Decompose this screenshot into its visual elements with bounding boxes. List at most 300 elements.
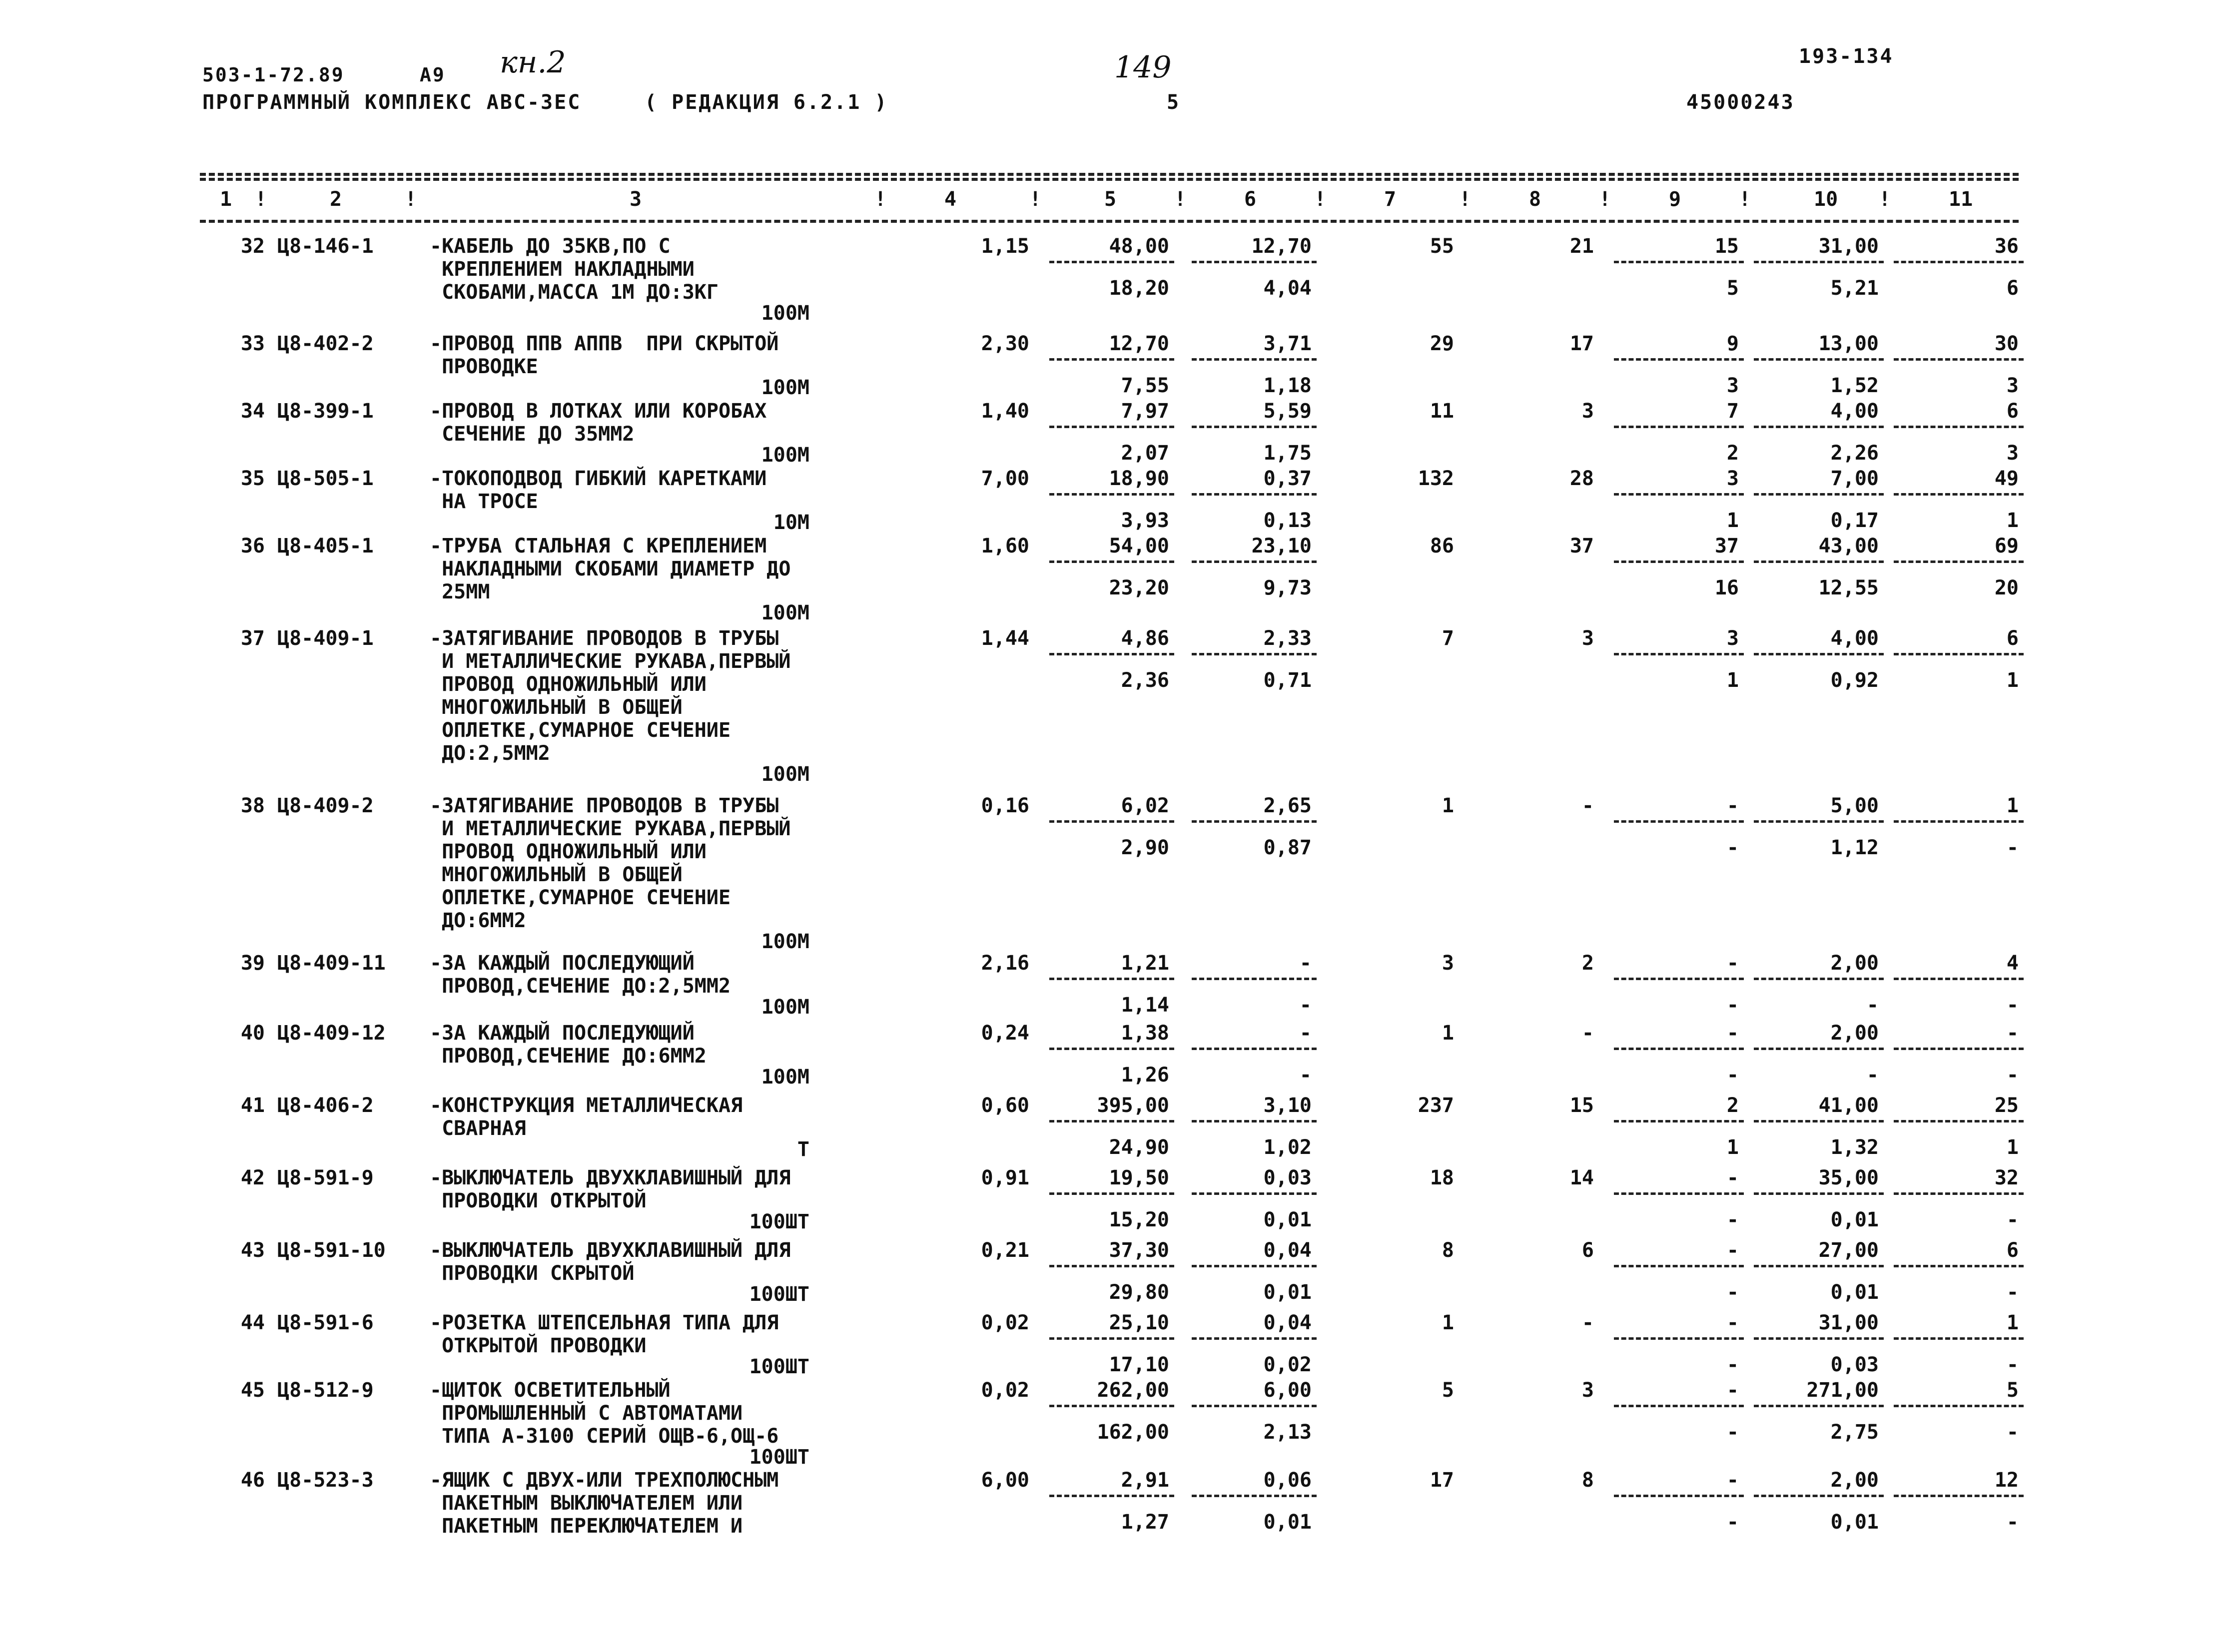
cell-col7: 1 bbox=[1442, 794, 1454, 817]
cell-col8: 3 bbox=[1581, 400, 1594, 423]
row-unit: 100М bbox=[761, 930, 809, 953]
cell-col5-bottom: 24,90 bbox=[1109, 1136, 1169, 1159]
cell-divider bbox=[1754, 1048, 1884, 1050]
cell-col10-bottom: 5,21 bbox=[1830, 277, 1879, 300]
row-number: 40 bbox=[240, 1022, 265, 1045]
cell-divider bbox=[1754, 978, 1884, 980]
column-header-11: 11 bbox=[1949, 188, 1973, 211]
row-number: 38 bbox=[240, 794, 265, 817]
cell-divider bbox=[1754, 493, 1884, 496]
cell-col6-bottom: 0,01 bbox=[1263, 1281, 1312, 1304]
row-unit: 100М bbox=[761, 376, 809, 399]
cell-col6-top: 2,33 bbox=[1263, 627, 1312, 650]
cell-divider bbox=[1894, 820, 2024, 823]
cell-divider bbox=[1192, 1337, 1317, 1340]
cell-divider bbox=[1894, 1337, 2024, 1340]
cell-col11-bottom: 6 bbox=[2006, 277, 2019, 300]
row-code: Ц8-409-2 bbox=[277, 794, 374, 817]
cell-col8: 3 bbox=[1581, 627, 1594, 650]
cell-col7: 1 bbox=[1442, 1311, 1454, 1334]
cell-col10-bottom: 1,52 bbox=[1830, 374, 1879, 397]
cell-col10-top: 41,00 bbox=[1818, 1094, 1879, 1117]
cell-divider bbox=[1192, 653, 1317, 655]
cell-divider bbox=[1894, 1120, 2024, 1122]
cell-col6-top: 0,03 bbox=[1263, 1166, 1312, 1189]
cell-col11-bottom: - bbox=[2006, 1511, 2019, 1534]
cell-col10-top: 43,00 bbox=[1818, 535, 1879, 557]
cell-divider bbox=[1754, 1265, 1884, 1267]
cell-col6-bottom: 1,02 bbox=[1263, 1136, 1312, 1159]
cell-col11-top: 1 bbox=[2006, 794, 2019, 817]
row-number: 33 bbox=[240, 332, 265, 355]
cell-col6-top: 5,59 bbox=[1263, 400, 1312, 423]
cell-col7: 29 bbox=[1430, 332, 1454, 355]
cell-col6-bottom: 1,18 bbox=[1263, 374, 1312, 397]
row-description: -ЗАТЯГИВАНИЕ ПРОВОДОВ В ТРУБЫ И МЕТАЛЛИЧЕСКИЕ РУКАВА,ПЕРВЫЙ ПРОВОД ОДНОЖИЛЬНЫЙ ИЛИ МНОГОЖИЛЬНЫЙ В ОБЩЕЙ ОПЛЕТКЕ,СУМАРНОЕ СЕЧЕНИЕ ДО:2,5ММ2 bbox=[430, 627, 791, 765]
cell-col5-bottom: 162,00 bbox=[1097, 1421, 1169, 1444]
cell-col6-top: 0,06 bbox=[1263, 1469, 1312, 1492]
cell-col6-bottom: 1,75 bbox=[1263, 442, 1312, 465]
cell-col8: 6 bbox=[1581, 1239, 1594, 1262]
row-description: -ПРОВОД В ЛОТКАХ ИЛИ КОРОБАХ СЕЧЕНИЕ ДО 35ММ2 bbox=[430, 400, 767, 446]
row-code: Ц8-409-12 bbox=[277, 1022, 386, 1045]
column-header-8: 8 bbox=[1529, 188, 1541, 211]
cell-col6-bottom: 9,73 bbox=[1263, 576, 1312, 599]
cell-divider bbox=[1754, 1337, 1884, 1340]
cell-divider bbox=[1614, 820, 1744, 823]
column-separator: ! bbox=[1029, 188, 1042, 211]
cell-col8: 8 bbox=[1581, 1469, 1594, 1492]
cell-col10-bottom: 2,75 bbox=[1830, 1421, 1879, 1444]
column-header-1: 1 bbox=[220, 188, 232, 211]
cell-col4: 0,60 bbox=[981, 1094, 1029, 1117]
cell-col6-bottom: 4,04 bbox=[1263, 277, 1312, 300]
cell-col6-bottom: - bbox=[1299, 994, 1312, 1017]
cell-col9-bottom: 1 bbox=[1726, 509, 1739, 532]
cell-divider bbox=[1894, 1495, 2024, 1497]
column-separator: ! bbox=[874, 188, 887, 211]
cell-divider bbox=[1614, 261, 1744, 263]
cell-divider bbox=[1049, 560, 1174, 563]
cell-col9-top: - bbox=[1726, 1311, 1739, 1334]
cell-divider bbox=[1614, 1405, 1744, 1407]
cell-divider bbox=[1754, 261, 1884, 263]
cell-col5-top: 12,70 bbox=[1109, 332, 1169, 355]
cell-col9-top: - bbox=[1726, 1022, 1739, 1045]
cell-col11-bottom: - bbox=[2006, 1421, 2019, 1444]
cell-col9-top: 2 bbox=[1726, 1094, 1739, 1117]
cell-col5-bottom: 2,07 bbox=[1121, 442, 1169, 465]
cell-col10-bottom: 0,92 bbox=[1830, 669, 1879, 692]
cell-col7: 3 bbox=[1442, 952, 1454, 975]
cell-col4: 0,02 bbox=[981, 1311, 1029, 1334]
cell-divider bbox=[1049, 653, 1174, 655]
column-header-3: 3 bbox=[630, 188, 642, 211]
cell-col5-top: 19,50 bbox=[1109, 1166, 1169, 1189]
cell-col11-bottom: - bbox=[2006, 836, 2019, 859]
cell-col6-top: 23,10 bbox=[1251, 535, 1312, 557]
cell-col4: 7,00 bbox=[981, 467, 1029, 490]
cell-col7: 17 bbox=[1430, 1469, 1454, 1492]
row-code: Ц8-146-1 bbox=[277, 235, 374, 258]
cell-col6-bottom: 0,01 bbox=[1263, 1208, 1312, 1231]
row-description: -ЩИТОК ОСВЕТИТЕЛЬНЫЙ ПРОМЫШЛЕННЫЙ С АВТОМАТАМИ ТИПА А-3100 СЕРИЙ ОЩВ-6,ОЩ-6 bbox=[430, 1379, 779, 1448]
row-description: -ЗА КАЖДЫЙ ПОСЛЕДУЮЩИЙ ПРОВОД,СЕЧЕНИЕ ДО:6ММ2 bbox=[430, 1022, 707, 1068]
cell-col4: 0,02 bbox=[981, 1379, 1029, 1402]
row-unit: 10М bbox=[773, 511, 809, 534]
cell-col6-top: 6,00 bbox=[1263, 1379, 1312, 1402]
cell-col6-bottom: 0,01 bbox=[1263, 1511, 1312, 1534]
row-code: Ц8-399-1 bbox=[277, 400, 374, 423]
cell-col7: 18 bbox=[1430, 1166, 1454, 1189]
cell-col4: 2,16 bbox=[981, 952, 1029, 975]
cell-col10-top: 27,00 bbox=[1818, 1239, 1879, 1262]
row-number: 37 bbox=[240, 627, 265, 650]
cell-col8: 14 bbox=[1569, 1166, 1594, 1189]
cell-col11-top: 12 bbox=[1994, 1469, 2019, 1492]
cell-col8: - bbox=[1581, 1022, 1594, 1045]
cell-col4: 0,21 bbox=[981, 1239, 1029, 1262]
cell-divider bbox=[1192, 261, 1317, 263]
row-description: -РОЗЕТКА ШТЕПСЕЛЬНАЯ ТИПА ДЛЯ ОТКРЫТОЙ ПРОВОДКИ bbox=[430, 1311, 779, 1357]
cell-divider bbox=[1614, 1192, 1744, 1195]
cell-divider bbox=[1192, 1495, 1317, 1497]
cell-col8: - bbox=[1581, 794, 1594, 817]
cell-col4: 0,16 bbox=[981, 794, 1029, 817]
cell-col4: 1,40 bbox=[981, 400, 1029, 423]
cell-col10-bottom: 0,01 bbox=[1830, 1208, 1879, 1231]
cell-col10-top: 31,00 bbox=[1818, 1311, 1879, 1334]
cell-divider bbox=[1192, 358, 1317, 361]
row-unit: 100ШТ bbox=[749, 1355, 809, 1378]
cell-col9-top: - bbox=[1726, 1379, 1739, 1402]
cell-divider bbox=[1614, 1120, 1744, 1122]
column-header-5: 5 bbox=[1104, 188, 1117, 211]
cell-divider bbox=[1754, 1120, 1884, 1122]
edition-label: ( РЕДАКЦИЯ 6.2.1 ) bbox=[645, 91, 888, 114]
cell-col8: 28 bbox=[1569, 467, 1594, 490]
cell-col5-bottom: 7,55 bbox=[1121, 374, 1169, 397]
cell-col5-top: 1,21 bbox=[1121, 952, 1169, 975]
row-unit: 100М bbox=[761, 996, 809, 1019]
row-description: -ВЫКЛЮЧАТЕЛЬ ДВУХКЛАВИШНЫЙ ДЛЯ ПРОВОДКИ ОТКРЫТОЙ bbox=[430, 1166, 791, 1212]
row-description: -ЗА КАЖДЫЙ ПОСЛЕДУЮЩИЙ ПРОВОД,СЕЧЕНИЕ ДО:2,5ММ2 bbox=[430, 952, 731, 998]
cell-col5-top: 54,00 bbox=[1109, 535, 1169, 557]
cell-col11-top: 69 bbox=[1994, 535, 2019, 557]
cell-divider bbox=[1754, 1495, 1884, 1497]
cell-divider bbox=[1894, 1265, 2024, 1267]
column-header-7: 7 bbox=[1384, 188, 1397, 211]
column-separator: ! bbox=[1599, 188, 1611, 211]
column-header-4: 4 bbox=[944, 188, 957, 211]
cell-divider bbox=[1192, 1120, 1317, 1122]
cell-divider bbox=[1049, 426, 1174, 428]
cell-col9-bottom: 3 bbox=[1726, 374, 1739, 397]
cell-divider bbox=[1049, 358, 1174, 361]
cell-col9-top: - bbox=[1726, 1469, 1739, 1492]
row-description: -ЗАТЯГИВАНИЕ ПРОВОДОВ В ТРУБЫ И МЕТАЛЛИЧЕСКИЕ РУКАВА,ПЕРВЫЙ ПРОВОД ОДНОЖИЛЬНЫЙ ИЛИ МНОГОЖИЛЬНЫЙ В ОБЩЕЙ ОПЛЕТКЕ,СУМАРНОЕ СЕЧЕНИЕ ДО:6ММ2 bbox=[430, 794, 791, 932]
cell-col6-top: 3,10 bbox=[1263, 1094, 1312, 1117]
cell-col5-top: 262,00 bbox=[1097, 1379, 1169, 1402]
cell-divider bbox=[1614, 653, 1744, 655]
handwritten-book: кн.2 bbox=[500, 45, 566, 80]
cell-col5-top: 6,02 bbox=[1121, 794, 1169, 817]
cell-col11-top: 4 bbox=[2006, 952, 2019, 975]
row-number: 36 bbox=[240, 535, 265, 557]
cell-col9-top: - bbox=[1726, 1166, 1739, 1189]
cell-col5-top: 2,91 bbox=[1121, 1469, 1169, 1492]
cell-divider bbox=[1754, 1192, 1884, 1195]
cell-divider bbox=[1894, 493, 2024, 496]
row-unit: 100М bbox=[761, 763, 809, 786]
cell-col10-bottom: 2,26 bbox=[1830, 442, 1879, 465]
cell-col6-bottom: 0,87 bbox=[1263, 836, 1312, 859]
cell-col11-bottom: - bbox=[2006, 1064, 2019, 1087]
cell-col6-bottom: - bbox=[1299, 1064, 1312, 1087]
cell-col5-bottom: 1,26 bbox=[1121, 1064, 1169, 1087]
row-unit: 100М bbox=[761, 1066, 809, 1089]
cell-col10-bottom: - bbox=[1866, 994, 1879, 1017]
cell-col11-bottom: - bbox=[2006, 1353, 2019, 1376]
cell-col10-top: 13,00 bbox=[1818, 332, 1879, 355]
cell-col5-bottom: 15,20 bbox=[1109, 1208, 1169, 1231]
cell-col6-top: 0,04 bbox=[1263, 1311, 1312, 1334]
row-number: 34 bbox=[240, 400, 265, 423]
cell-divider bbox=[1754, 358, 1884, 361]
cell-col5-bottom: 2,90 bbox=[1121, 836, 1169, 859]
cell-col10-bottom: 0,01 bbox=[1830, 1281, 1879, 1304]
row-description: -ВЫКЛЮЧАТЕЛЬ ДВУХКЛАВИШНЫЙ ДЛЯ ПРОВОДКИ СКРЫТОЙ bbox=[430, 1239, 791, 1285]
cell-col9-top: 15 bbox=[1714, 235, 1739, 258]
cell-divider bbox=[1614, 1265, 1744, 1267]
cell-col5-top: 37,30 bbox=[1109, 1239, 1169, 1262]
cell-divider bbox=[1754, 1405, 1884, 1407]
cell-col10-top: 5,00 bbox=[1830, 794, 1879, 817]
cell-col5-bottom: 2,36 bbox=[1121, 669, 1169, 692]
cell-col8: 17 bbox=[1569, 332, 1594, 355]
cell-col7: 11 bbox=[1430, 400, 1454, 423]
cell-col8: 15 bbox=[1569, 1094, 1594, 1117]
cell-col11-bottom: - bbox=[2006, 1281, 2019, 1304]
cell-col11-top: 32 bbox=[1994, 1166, 2019, 1189]
cell-col4: 1,60 bbox=[981, 535, 1029, 557]
cell-divider bbox=[1049, 1337, 1174, 1340]
cell-col6-bottom: 0,71 bbox=[1263, 669, 1312, 692]
cell-col9-bottom: - bbox=[1726, 1064, 1739, 1087]
cell-divider bbox=[1894, 978, 2024, 980]
cell-col11-top: 6 bbox=[2006, 1239, 2019, 1262]
row-description: -ЯЩИК С ДВУХ-ИЛИ ТРЕХПОЛЮСНЫМ ПАКЕТНЫМ ВЫКЛЮЧАТЕЛЕМ ИЛИ ПАКЕТНЫМ ПЕРЕКЛЮЧАТЕЛЕМ И bbox=[430, 1469, 779, 1538]
cell-col11-bottom: 1 bbox=[2006, 1136, 2019, 1159]
cell-col5-bottom: 23,20 bbox=[1109, 576, 1169, 599]
cell-col6-top: 0,04 bbox=[1263, 1239, 1312, 1262]
cell-col9-bottom: 16 bbox=[1714, 576, 1739, 599]
cell-col5-bottom: 1,27 bbox=[1121, 1511, 1169, 1534]
cell-col9-bottom: 5 bbox=[1726, 277, 1739, 300]
cell-col5-bottom: 17,10 bbox=[1109, 1353, 1169, 1376]
cell-col6-top: - bbox=[1299, 1022, 1312, 1045]
cell-col10-top: 2,00 bbox=[1830, 952, 1879, 975]
cell-divider bbox=[1192, 820, 1317, 823]
cell-col8: 21 bbox=[1569, 235, 1594, 258]
cell-col6-top: 0,37 bbox=[1263, 467, 1312, 490]
cell-col11-bottom: 20 bbox=[1994, 576, 2019, 599]
cell-col5-bottom: 1,14 bbox=[1121, 994, 1169, 1017]
cell-col10-bottom: 12,55 bbox=[1818, 576, 1879, 599]
column-separator: ! bbox=[1459, 188, 1472, 211]
cell-divider bbox=[1894, 653, 2024, 655]
cell-col11-top: 1 bbox=[2006, 1311, 2019, 1334]
row-number: 35 bbox=[240, 467, 265, 490]
cell-col9-top: 3 bbox=[1726, 467, 1739, 490]
cell-col11-top: 30 bbox=[1994, 332, 2019, 355]
cell-col5-bottom: 3,93 bbox=[1121, 509, 1169, 532]
cell-col9-bottom: - bbox=[1726, 1281, 1739, 1304]
row-unit: 100ШТ bbox=[749, 1210, 809, 1233]
cell-col10-bottom: 1,12 bbox=[1830, 836, 1879, 859]
row-number: 45 bbox=[240, 1379, 265, 1402]
column-header-9: 9 bbox=[1669, 188, 1681, 211]
row-number: 42 bbox=[240, 1166, 265, 1189]
cell-divider bbox=[1192, 493, 1317, 496]
cell-divider bbox=[1894, 261, 2024, 263]
cell-col7: 55 bbox=[1430, 235, 1454, 258]
cell-divider bbox=[1614, 426, 1744, 428]
cell-col5-top: 7,97 bbox=[1121, 400, 1169, 423]
handwritten-page: 149 bbox=[1114, 50, 1172, 85]
row-code: Ц8-409-1 bbox=[277, 627, 374, 650]
cell-col6-bottom: 0,02 bbox=[1263, 1353, 1312, 1376]
cell-col4: 6,00 bbox=[981, 1469, 1029, 1492]
cell-divider bbox=[1754, 426, 1884, 428]
cell-col5-top: 48,00 bbox=[1109, 235, 1169, 258]
cell-col8: 2 bbox=[1581, 952, 1594, 975]
column-separator: ! bbox=[1314, 188, 1327, 211]
cell-col10-bottom: - bbox=[1866, 1064, 1879, 1087]
row-unit: 100ШТ bbox=[749, 1446, 809, 1469]
column-separator: ! bbox=[405, 188, 417, 211]
album-code: А9 bbox=[420, 64, 446, 86]
cell-col11-bottom: 3 bbox=[2006, 442, 2019, 465]
cell-col7: 1 bbox=[1442, 1022, 1454, 1045]
cell-col5-bottom: 18,20 bbox=[1109, 277, 1169, 300]
column-separator: ! bbox=[1739, 188, 1751, 211]
cell-col11-bottom: - bbox=[2006, 994, 2019, 1017]
cell-col9-bottom: - bbox=[1726, 1511, 1739, 1534]
cell-col5-top: 4,86 bbox=[1121, 627, 1169, 650]
cell-divider bbox=[1614, 358, 1744, 361]
cell-divider bbox=[1049, 1265, 1174, 1267]
column-header-2: 2 bbox=[330, 188, 342, 211]
cell-col8: 3 bbox=[1581, 1379, 1594, 1402]
cell-col9-top: - bbox=[1726, 1239, 1739, 1262]
cell-col9-top: - bbox=[1726, 952, 1739, 975]
cell-divider bbox=[1049, 1405, 1174, 1407]
row-code: Ц8-505-1 bbox=[277, 467, 374, 490]
column-header-10: 10 bbox=[1814, 188, 1838, 211]
cell-divider bbox=[1754, 820, 1884, 823]
row-description: -ТОКОПОДВОД ГИБКИЙ КАРЕТКАМИ НА ТРОСЕ bbox=[430, 467, 767, 513]
row-number: 43 bbox=[240, 1239, 265, 1262]
row-code: Ц8-523-3 bbox=[277, 1469, 374, 1492]
cell-divider bbox=[1614, 1337, 1744, 1340]
cell-col11-bottom: 3 bbox=[2006, 374, 2019, 397]
cell-col5-top: 18,90 bbox=[1109, 467, 1169, 490]
row-code: Ц8-402-2 bbox=[277, 332, 374, 355]
cell-col4: 1,15 bbox=[981, 235, 1029, 258]
cell-divider bbox=[1192, 426, 1317, 428]
cell-col6-top: 12,70 bbox=[1251, 235, 1312, 258]
cell-col9-bottom: 1 bbox=[1726, 1136, 1739, 1159]
cell-divider bbox=[1049, 261, 1174, 263]
row-unit: 100М bbox=[761, 444, 809, 467]
cell-col9-bottom: 2 bbox=[1726, 442, 1739, 465]
doc-code: 503-1-72.89 bbox=[202, 64, 345, 86]
cell-divider bbox=[1614, 1495, 1744, 1497]
row-code: Ц8-591-6 bbox=[277, 1311, 374, 1334]
cell-divider bbox=[1894, 426, 2024, 428]
cell-col10-bottom: 0,17 bbox=[1830, 509, 1879, 532]
row-description: -ПРОВОД ППВ АППВ ПРИ СКРЫТОЙ ПРОВОДКЕ bbox=[430, 332, 779, 378]
cell-col5-top: 395,00 bbox=[1097, 1094, 1169, 1117]
cell-col5-top: 25,10 bbox=[1109, 1311, 1169, 1334]
doc-number: 193-134 bbox=[1799, 45, 1894, 68]
cell-col10-bottom: 0,01 bbox=[1830, 1511, 1879, 1534]
cell-divider bbox=[1754, 653, 1884, 655]
row-code: Ц8-512-9 bbox=[277, 1379, 374, 1402]
cell-col9-bottom: 1 bbox=[1726, 669, 1739, 692]
cell-col10-top: 7,00 bbox=[1830, 467, 1879, 490]
cell-divider bbox=[1192, 978, 1317, 980]
cell-col11-top: 25 bbox=[1994, 1094, 2019, 1117]
cell-divider bbox=[1049, 820, 1174, 823]
cell-col9-top: 37 bbox=[1714, 535, 1739, 557]
cell-divider bbox=[1894, 1405, 2024, 1407]
cell-col11-top: 49 bbox=[1994, 467, 2019, 490]
cell-col7: 86 bbox=[1430, 535, 1454, 557]
cell-col6-top: 3,71 bbox=[1263, 332, 1312, 355]
cell-col11-bottom: - bbox=[2006, 1208, 2019, 1231]
cell-divider bbox=[1049, 1495, 1174, 1497]
cell-col11-bottom: 1 bbox=[2006, 669, 2019, 692]
row-number: 39 bbox=[240, 952, 265, 975]
cell-col9-bottom: - bbox=[1726, 994, 1739, 1017]
cell-divider bbox=[1192, 560, 1317, 563]
row-unit: Т bbox=[797, 1138, 809, 1161]
row-number: 32 bbox=[240, 235, 265, 258]
cell-col9-bottom: - bbox=[1726, 1421, 1739, 1444]
cell-divider bbox=[1754, 560, 1884, 563]
cell-col4: 2,30 bbox=[981, 332, 1029, 355]
cell-col9-top: 9 bbox=[1726, 332, 1739, 355]
row-number: 41 bbox=[240, 1094, 265, 1117]
cell-divider bbox=[1894, 358, 2024, 361]
column-header-6: 6 bbox=[1244, 188, 1257, 211]
cell-divider bbox=[1894, 1192, 2024, 1195]
row-unit: 100М bbox=[761, 601, 809, 624]
cell-divider bbox=[1049, 493, 1174, 496]
cell-col7: 5 bbox=[1442, 1379, 1454, 1402]
cell-col6-top: 2,65 bbox=[1263, 794, 1312, 817]
cell-col7: 132 bbox=[1418, 467, 1454, 490]
cell-divider bbox=[1192, 1048, 1317, 1050]
cell-col6-bottom: 0,13 bbox=[1263, 509, 1312, 532]
row-code: Ц8-409-11 bbox=[277, 952, 386, 975]
cell-divider bbox=[1614, 493, 1744, 496]
cell-col4: 0,91 bbox=[981, 1166, 1029, 1189]
cell-col10-top: 31,00 bbox=[1818, 235, 1879, 258]
cell-divider bbox=[1614, 978, 1744, 980]
